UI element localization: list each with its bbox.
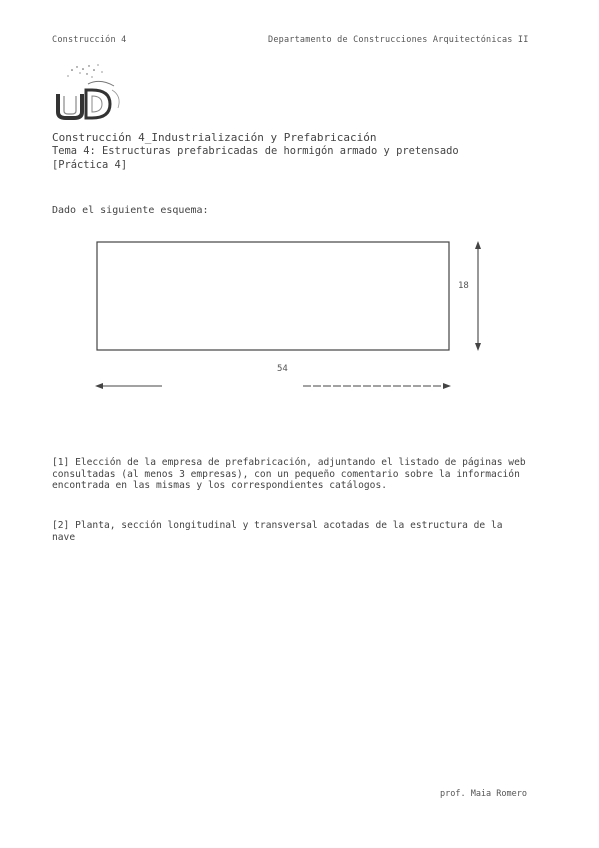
header-right: Departamento de Construcciones Arquitectónicas II	[268, 35, 529, 45]
footer-author: prof. Maia Romero	[440, 789, 527, 799]
width-dimension-arrow	[95, 383, 451, 389]
task-2: [2] Planta, sección longitudinal y transversal acotadas de la estructura de la nave	[52, 520, 503, 543]
practice-label: [Práctica 4]	[52, 159, 128, 171]
task-1: [1] Elección de la empresa de prefabricación, adjuntando el listado de páginas web consultadas (al menos 3 empresas), con un pequeño comentario sobre la información encontrada en las mismas y los correspondientes catálogos.	[52, 457, 526, 491]
floor-plan-rectangle	[97, 242, 449, 350]
width-label: 54	[277, 364, 288, 374]
intro-text: Dado el siguiente esquema:	[52, 205, 209, 216]
height-dimension-arrow	[475, 241, 481, 351]
header-left: Construcción 4	[52, 35, 127, 45]
height-label: 18	[458, 281, 469, 291]
topic-title: Tema 4: Estructuras prefabricadas de hormigón armado y pretensado	[52, 145, 459, 157]
course-title: Construcción 4_Industrialización y Prefabricación	[52, 131, 377, 144]
